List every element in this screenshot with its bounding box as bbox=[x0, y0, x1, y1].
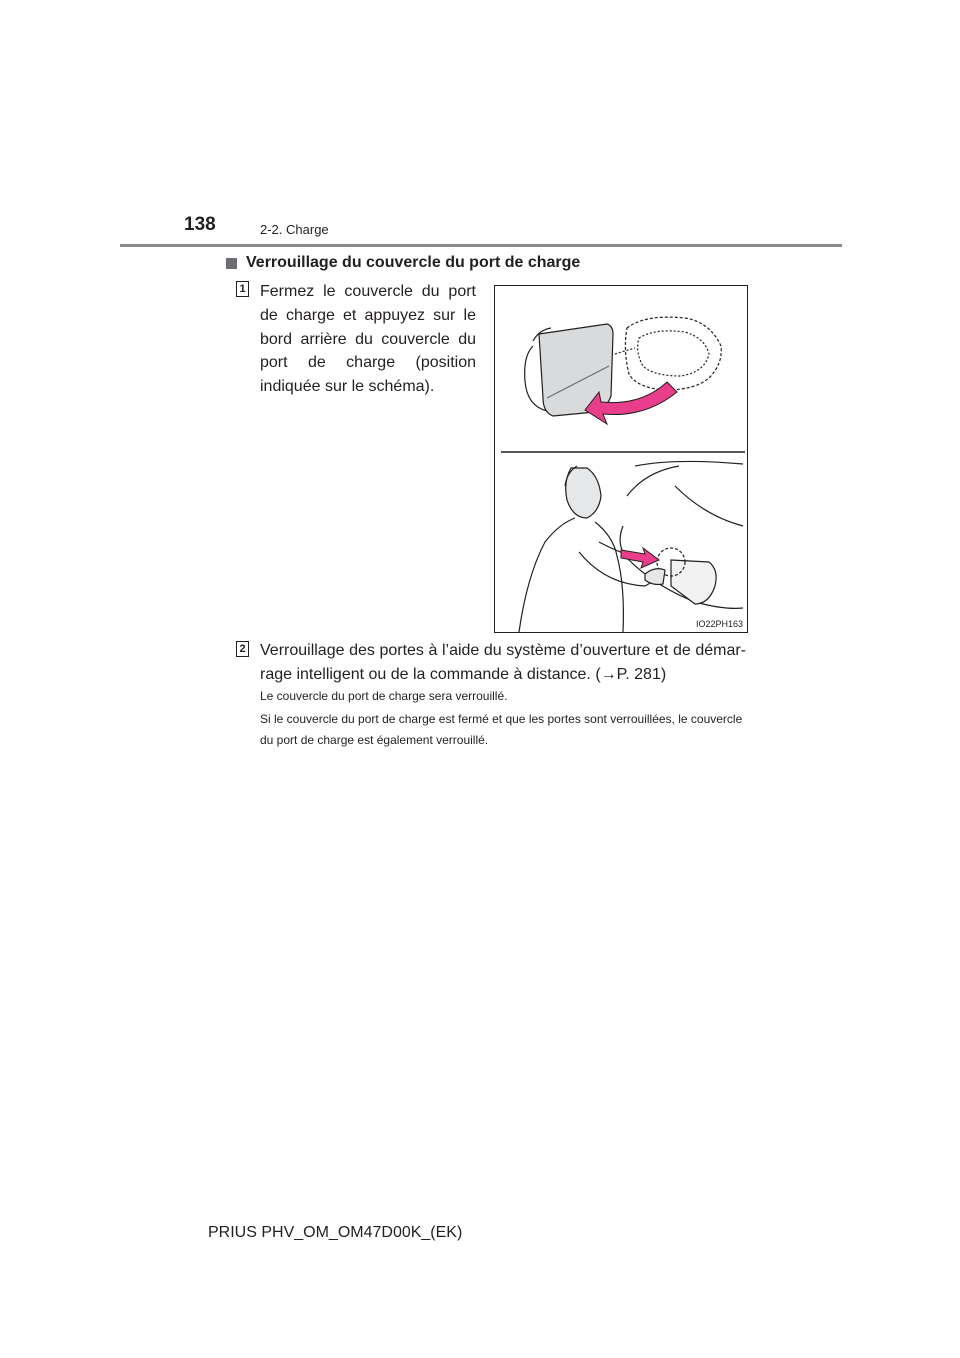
person-pressing-lid-diagram bbox=[519, 461, 743, 632]
lid-closing-diagram bbox=[525, 317, 722, 416]
step-2-text: Verrouillage des portes à l’aide du système d’ouverture et de démar-rage intelligent ou de la commande à distance. (→P. 281) bbox=[260, 642, 746, 683]
step-1-badge: 1 bbox=[236, 281, 249, 297]
press-arrow-icon bbox=[621, 548, 659, 568]
footer-document-code: PRIUS PHV_OM_OM47D00K_(EK) bbox=[208, 1224, 463, 1241]
step-2-badge: 2 bbox=[236, 641, 249, 657]
charge-port-lid-figure bbox=[494, 285, 748, 633]
header-rule bbox=[120, 244, 842, 247]
charge-port-illustration bbox=[495, 286, 749, 634]
section-heading bbox=[226, 254, 580, 272]
page-number: 138 bbox=[184, 214, 216, 235]
step-2-note-2: Si le couvercle du port de charge est fermé et que les portes sont verrouillées, le couvercle du port de charge est également verrouillé. bbox=[260, 712, 743, 747]
step-2-note-1: Le couvercle du port de charge sera verrouillé. bbox=[260, 689, 508, 703]
square-bullet-icon bbox=[226, 258, 237, 269]
section-heading-text: Verrouillage du couvercle du port de charge bbox=[246, 254, 581, 271]
step-1-text: Fermez le couvercle du port de charge et appuyez sur le bord arrière du couvercle du port de charge (position indiquée sur le schéma). bbox=[260, 283, 476, 396]
section-label: 2-2. Charge bbox=[260, 222, 329, 237]
figure-code: IO22PH163 bbox=[695, 619, 743, 629]
